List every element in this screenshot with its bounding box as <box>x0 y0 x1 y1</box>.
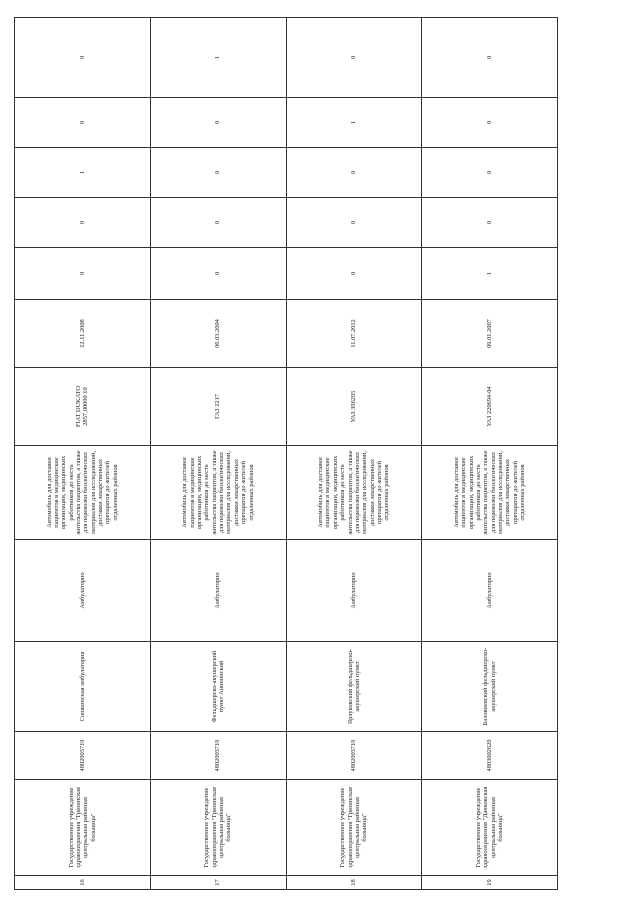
count-cell: 0 <box>286 148 422 198</box>
unit-name: Баловневский фельдшерско-акушерский пункт <box>422 642 558 732</box>
count-cell: 0 <box>150 248 286 300</box>
count-cell: 0 <box>422 198 558 248</box>
count-cell: 0 <box>150 198 286 248</box>
vehicle-model: УАЗ 220694-04 <box>422 368 558 446</box>
count-cell: 0 <box>286 18 422 98</box>
vehicle-model: ГАЗ 2217 <box>150 368 286 446</box>
table-row <box>422 18 558 890</box>
count-cell: 0 <box>286 248 422 300</box>
institution-code: 4802003719 <box>15 732 151 780</box>
table-row <box>15 18 151 890</box>
vehicle-table <box>14 17 558 890</box>
institution-name: Государственное учреждение здравоохранения "Грязинская центральная районная больница" <box>286 780 422 876</box>
institution-name: Государственное учреждение здравоохранения "Данковская центральная районная больница" <box>422 780 558 876</box>
count-cell: 0 <box>15 198 151 248</box>
count-cell: 0 <box>422 148 558 198</box>
institution-code: 4802003719 <box>286 732 422 780</box>
registration-date: 09.01.2007 <box>422 300 558 368</box>
count-cell: 1 <box>150 18 286 98</box>
count-cell: 0 <box>286 198 422 248</box>
registration-date: 12.11.2008 <box>15 300 151 368</box>
care-type: Амбулаторно <box>15 540 151 642</box>
registration-date: 11.07.2012 <box>286 300 422 368</box>
unit-name: Фельдшерско-акушерский пункт Анининский <box>150 642 286 732</box>
institution-code: 4802003719 <box>150 732 286 780</box>
table-body <box>15 18 558 890</box>
registration-date: 06.03.2004 <box>150 300 286 368</box>
row-number: 16 <box>15 876 151 890</box>
institution-name: Государственное учреждение здравоохранения "Грязинская центральная районная больница" <box>15 780 151 876</box>
row-number: 17 <box>150 876 286 890</box>
count-cell: 0 <box>422 98 558 148</box>
care-type: Амбулаторно <box>422 540 558 642</box>
vehicle-purpose: Автомобиль для доставки пациентов в медицинские организации, медицинских работников до места жительства пациентов, а также для перевозки биологических материалов для исследований, доставки лекарственных препаратов до жителей отдаленных районов <box>15 446 151 540</box>
count-cell: 0 <box>422 18 558 98</box>
care-type: Амбулаторно <box>286 540 422 642</box>
count-cell: 0 <box>15 248 151 300</box>
vehicle-purpose: Автомобиль для доставки пациентов в медицинские организации, медицинских работников до места жительства пациентов, а также для перевозки биологических материалов для исследований, доставки лекарственных препаратов до жителей отдаленных районов <box>286 446 422 540</box>
rotated-page <box>14 18 558 890</box>
row-number: 18 <box>286 876 422 890</box>
table-row <box>286 18 422 890</box>
count-cell: 1 <box>286 98 422 148</box>
count-cell: 0 <box>15 98 151 148</box>
care-type: Амбулаторно <box>150 540 286 642</box>
table-row <box>150 18 286 890</box>
unit-name: Сошкинская амбулатория <box>15 642 151 732</box>
count-cell: 1 <box>422 248 558 300</box>
count-cell: 0 <box>15 18 151 98</box>
count-cell: 0 <box>150 148 286 198</box>
vehicle-purpose: Автомобиль для доставки пациентов в медицинские организации, медицинских работников до места жительства пациентов, а также для перевозки биологических материалов для исследований, доставки лекарственных препаратов до жителей отдаленных районов <box>422 446 558 540</box>
row-number: 19 <box>422 876 558 890</box>
count-cell: 1 <box>15 148 151 198</box>
institution-code: 4803002620 <box>422 732 558 780</box>
count-cell: 0 <box>150 98 286 148</box>
institution-name: Государственное учреждение здравоохранения "Грязинская центральная районная больница" <box>150 780 286 876</box>
vehicle-model: FIAT DUKATO 2857,00000 10 <box>15 368 151 446</box>
unit-name: Ярлуковский фельдшерско-акушерский пункт <box>286 642 422 732</box>
vehicle-purpose: Автомобиль для доставки пациентов в медицинские организации, медицинских работников до места жительства пациентов, а также для перевозки биологических материалов для исследований, доставки лекарственных препаратов до жителей отдаленных районов <box>150 446 286 540</box>
vehicle-model: УАЗ 396295 <box>286 368 422 446</box>
